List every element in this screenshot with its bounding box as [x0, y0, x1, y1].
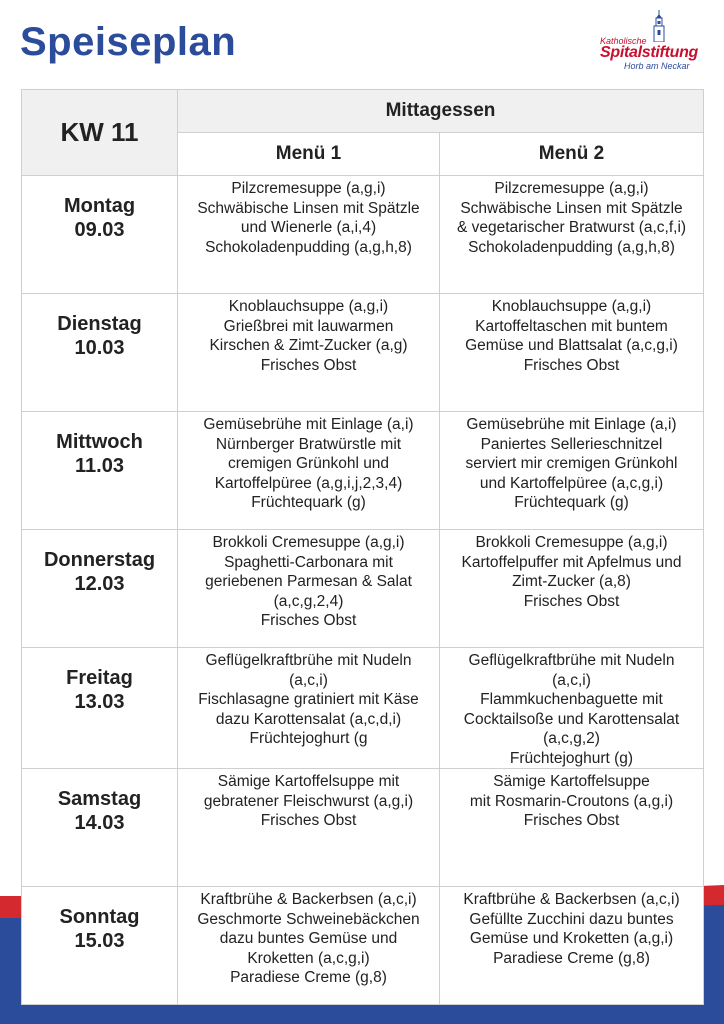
dish-line: dazu buntes Gemüse und [219, 930, 398, 947]
dish-line: gebratener Fleischwurst (a,g,i) [203, 792, 414, 810]
dish-line: Grießbrei mit lauwarmen [223, 317, 394, 335]
dish-line: Frisches Obst [260, 612, 357, 629]
dish-line: Zimt-Zucker (a,8) [512, 573, 631, 590]
dish-line: Paradiese Creme (g,8) [493, 949, 650, 967]
menu1-cell [178, 887, 440, 1005]
dish-line: cremigen Grünkohl und [227, 455, 390, 472]
day-name: Donnerstag [43, 549, 156, 571]
day-name: Samstag [57, 788, 142, 810]
day-name: Freitag [66, 667, 133, 689]
dish-line: Brokkoli Cremesuppe (a,g,i) [475, 534, 668, 551]
menu1-cell [178, 769, 440, 887]
day-name: Dienstag [57, 313, 142, 335]
dish-line: Früchtequark (g) [251, 494, 366, 511]
week-label: KW 11 [22, 90, 178, 176]
dish-line: Brokkoli Cremesuppe (a,g,i) [212, 534, 405, 551]
lunch-header: Mittagessen [178, 90, 704, 133]
dish-line: serviert mir cremigen Grünkohl [465, 455, 678, 472]
day-date: 14.03 [74, 812, 125, 834]
dish-line: Frisches Obst [523, 592, 620, 610]
dish-line: (a,c,g,2,4) [273, 592, 344, 610]
day-name: Montag [63, 195, 136, 217]
dish-line: dazu Karottensalat (a,c,d,i) [215, 710, 402, 728]
dish-line: Kartoffelpuffer mit Apfelmus und [461, 553, 682, 571]
dish-line: Früchtequark (g) [514, 494, 629, 511]
day-name: Mittwoch [56, 431, 143, 453]
day-cell [22, 294, 178, 412]
dish-line: (a,c,i) [289, 671, 328, 689]
day-row-donnerstag [22, 530, 704, 648]
logo-small-text: Katholische [600, 36, 647, 46]
dish-line: Knoblauchsuppe (a,g,i) [491, 298, 652, 315]
dish-line: Paniertes Sellerieschnitzel [480, 435, 663, 453]
day-row-samstag [22, 769, 704, 887]
day-row-mittwoch [22, 412, 704, 530]
dish-line: Gemüsebrühe mit Einlage (a,i) [466, 416, 677, 433]
menu2-cell [440, 530, 704, 648]
dish-line: Kroketten (a,c,g,i) [247, 949, 370, 967]
day-date: 09.03 [74, 219, 125, 241]
dish-line: Gemüse und Blattsalat (a,c,g,i) [465, 337, 678, 354]
logo-sub-text: Horb am Neckar [624, 61, 690, 71]
dish-line: Cocktailsoße und Karottensalat [463, 710, 680, 728]
dish-line: Schwäbische Linsen mit Spätzle [197, 199, 420, 217]
day-cell [22, 530, 178, 648]
menu2-header: Menü 2 [440, 133, 704, 176]
day-cell [22, 887, 178, 1005]
dish-line: und Wienerle (a,i,4) [240, 219, 377, 236]
day-date: 11.03 [75, 455, 124, 477]
day-cell [22, 648, 178, 769]
dish-line: Pilzcremesuppe (a,g,i) [494, 180, 649, 197]
day-date: 15.03 [74, 930, 125, 952]
spitalstiftung-logo [590, 10, 712, 72]
menu2-cell [440, 176, 704, 294]
dish-line: Sämige Kartoffelsuppe mit [217, 773, 400, 790]
menu2-cell [440, 294, 704, 412]
dish-line: Gemüse und Kroketten (a,g,i) [469, 930, 674, 947]
dish-line: und Kartoffelpüree (a,c,g,i) [479, 474, 664, 492]
menu1-header: Menü 1 [178, 133, 440, 176]
day-cell [22, 769, 178, 887]
dish-line: mit Rosmarin-Croutons (a,g,i) [469, 792, 674, 810]
church-tower-icon [646, 10, 672, 42]
menu1-cell [178, 294, 440, 412]
day-row-sonntag [22, 887, 704, 1005]
day-date: 10.03 [74, 337, 125, 359]
menu1-cell [178, 530, 440, 648]
dish-line: Geflügelkraftbrühe mit Nudeln [468, 652, 675, 669]
dish-line: Schokoladenpudding (a,g,h,8) [468, 238, 675, 256]
menu1-cell [178, 412, 440, 530]
menu1-cell [178, 176, 440, 294]
menu1-cell [178, 648, 440, 769]
day-row-montag [22, 176, 704, 294]
dish-line: Schwäbische Linsen mit Spätzle [460, 199, 683, 217]
dish-line: Kartoffeltaschen mit buntem [475, 317, 668, 335]
dish-line: Paradiese Creme (g,8) [230, 969, 387, 986]
logo-main-text: Spitalstiftung [600, 44, 699, 61]
dish-line: & vegetarischer Bratwurst (a,c,f,i) [456, 219, 687, 236]
page-title: Speiseplan [20, 20, 237, 64]
day-name: Sonntag [59, 906, 140, 928]
menu2-cell [440, 887, 704, 1005]
dish-line: Gemüsebrühe mit Einlage (a,i) [203, 416, 414, 433]
dish-line: Knoblauchsuppe (a,g,i) [228, 298, 389, 315]
day-cell [22, 176, 178, 294]
day-date: 13.03 [74, 691, 125, 713]
dish-line: Frisches Obst [260, 812, 357, 829]
dish-line: Gefüllte Zucchini dazu buntes [469, 910, 674, 928]
dish-line: Geflügelkraftbrühe mit Nudeln [205, 652, 412, 669]
day-row-freitag [22, 648, 704, 769]
menu2-cell [440, 769, 704, 887]
dish-line: Fischlasagne gratiniert mit Käse [198, 691, 419, 708]
dish-line: Frisches Obst [260, 356, 357, 374]
dish-line: Schokoladenpudding (a,g,h,8) [205, 238, 412, 256]
dish-line: Früchtejoghurt (g) [509, 749, 634, 767]
dish-line: Geschmorte Schweinebäckchen [197, 910, 420, 928]
day-date: 12.03 [74, 573, 125, 595]
dish-line: Pilzcremesuppe (a,g,i) [231, 180, 386, 197]
dish-line: geriebenen Parmesan & Salat [205, 573, 412, 590]
day-row-dienstag [22, 294, 704, 412]
dish-line: Früchtejoghurt (g [249, 730, 368, 747]
menu-table [21, 89, 704, 1005]
dish-line: Flammkuchenbaguette mit [480, 691, 663, 708]
dish-line: Kirschen & Zimt-Zucker (a,g) [209, 337, 408, 354]
menu2-cell [440, 412, 704, 530]
dish-line: Kraftbrühe & Backerbsen (a,c,i) [200, 891, 417, 908]
dish-line: Kartoffelpüree (a,g,i,j,2,3,4) [214, 474, 403, 492]
dish-line: Kraftbrühe & Backerbsen (a,c,i) [463, 891, 680, 908]
day-cell [22, 412, 178, 530]
dish-line: (a,c,i) [552, 671, 591, 689]
dish-line: Frisches Obst [523, 812, 620, 829]
menu2-cell [440, 648, 704, 769]
dish-line: (a,c,g,2) [543, 730, 600, 747]
dish-line: Frisches Obst [523, 356, 620, 374]
dish-line: Nürnberger Bratwürstle mit [215, 435, 402, 453]
dish-line: Sämige Kartoffelsuppe [493, 773, 650, 790]
dish-line: Spaghetti-Carbonara mit [224, 553, 393, 571]
